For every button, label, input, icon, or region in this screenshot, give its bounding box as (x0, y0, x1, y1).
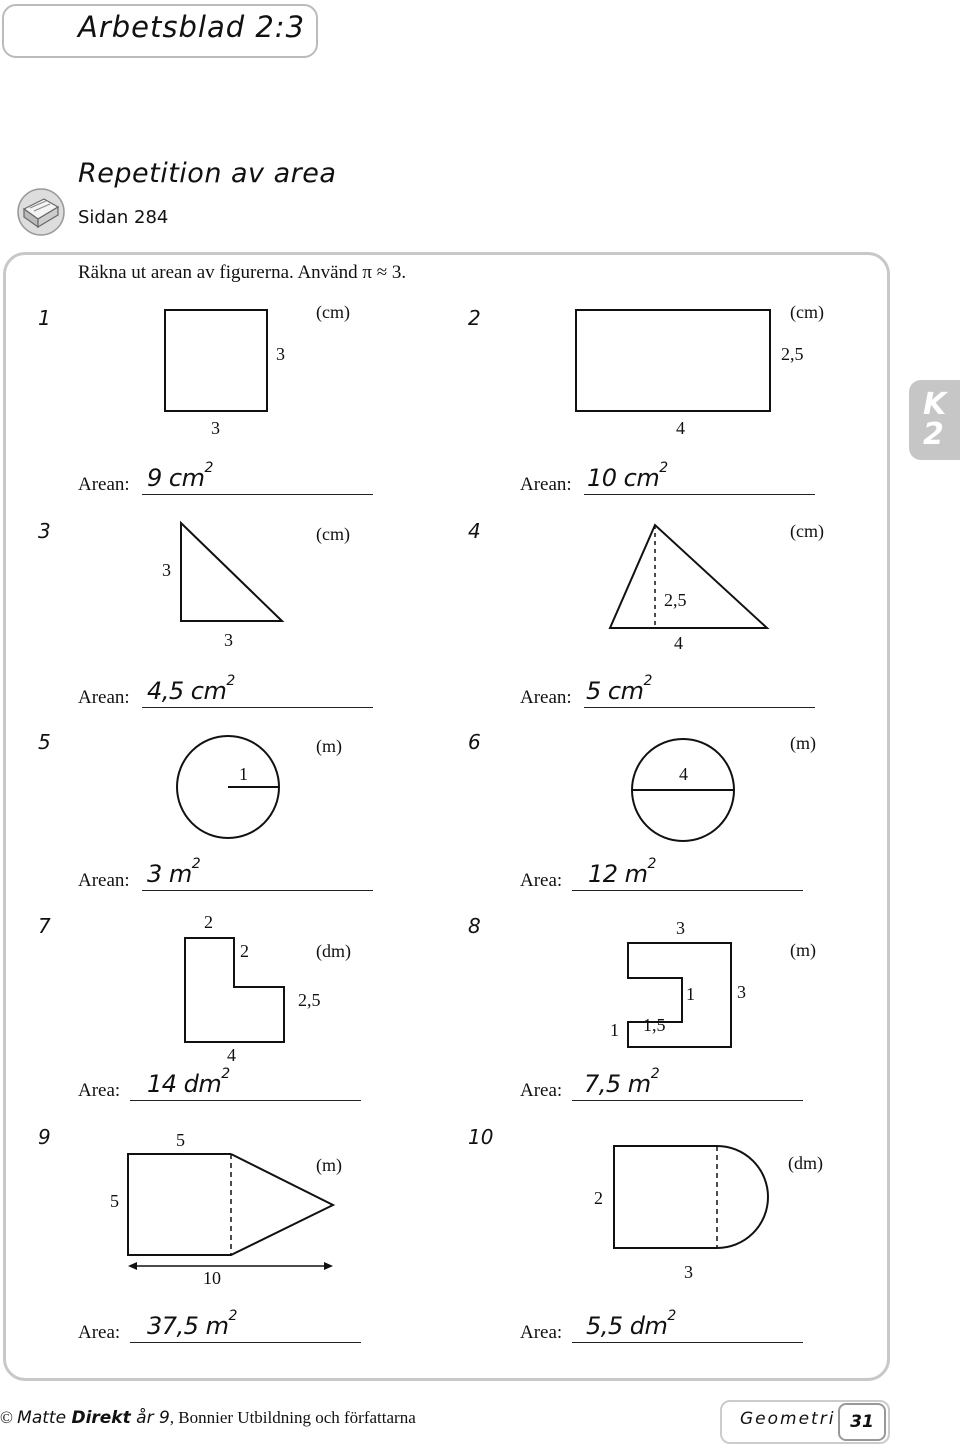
problem-4-answer: 5 $cm^2$ (586, 673, 652, 705)
problem-7-unit: (dm) (316, 941, 351, 961)
page-reference: Sidan 284 (78, 207, 169, 228)
problem-5-number: 5 (38, 730, 51, 754)
problem-9-answer-line (130, 1342, 361, 1343)
chapter-tab-number: 2 (923, 417, 944, 452)
problem-8-notch-label: 1 (686, 984, 695, 1004)
problem-7-answer-line (130, 1100, 361, 1101)
problem-10-answer-line (572, 1342, 803, 1343)
problem-3-area-label: Arean: (78, 687, 130, 708)
problem-5-unit: (m) (316, 736, 342, 756)
problem-10-answer: 5,5 $dm^2$ (586, 1308, 676, 1340)
problem-9-answer: 37,5 $m^2$ (147, 1308, 237, 1340)
problem-7-number: 7 (38, 914, 51, 938)
problem-9-side-label: 5 (110, 1191, 119, 1211)
problem-8-answer: 7,5 $m^2$ (584, 1066, 660, 1098)
problem-4-unit: (cm) (790, 521, 824, 541)
problem-1-side-label: 3 (276, 344, 285, 364)
problem-10-number: 10 (468, 1125, 494, 1149)
section-title: Repetition av area (78, 158, 337, 189)
problem-6-number: 6 (468, 730, 481, 754)
problem-1-area-label: Arean: (78, 474, 130, 495)
copyright-symbol: © (0, 1408, 13, 1427)
problem-2-side-label: 2,5 (781, 344, 804, 364)
problem-3-unit: (cm) (316, 524, 350, 544)
problem-2-base-label: 4 (676, 418, 685, 438)
problem-6-diameter-label: 4 (679, 764, 688, 784)
problem-3-answer-line (142, 707, 373, 708)
problem-2-answer-line (584, 494, 815, 495)
problem-7-step-label: 2 (240, 941, 249, 961)
problem-8-height-label: 3 (737, 982, 746, 1002)
problem-7-top-label: 2 (204, 912, 213, 932)
problem-9-number: 9 (38, 1125, 51, 1149)
chapter-tab (909, 380, 960, 460)
problem-8-unit: (m) (790, 940, 816, 960)
problem-3-answer: 4,5 $cm^2$ (147, 673, 235, 705)
problem-1-answer: 9 $cm^2$ (147, 460, 213, 492)
footer-credit (0, 1408, 416, 1428)
problem-1-answer-line (142, 494, 373, 495)
problem-2-unit: (cm) (790, 302, 824, 322)
problem-10-area-label: Area: (520, 1322, 563, 1343)
problem-8-lower-label: 1 (610, 1020, 619, 1040)
problem-1-number: 1 (38, 306, 51, 330)
problem-5-area-label: Arean: (78, 870, 130, 891)
problem-8-top-label: 3 (676, 918, 685, 938)
problem-5-radius-label: 1 (239, 764, 248, 784)
footer-section-name: Geometri (740, 1409, 836, 1429)
problem-8-width-label: 1,5 (643, 1015, 666, 1035)
book-icon (16, 187, 66, 237)
problem-7-answer: 14 $dm^2$ (147, 1066, 230, 1098)
problem-2-number: 2 (468, 306, 481, 330)
chapter-tab-letter: K (923, 387, 947, 422)
problem-4-height-label: 2,5 (664, 590, 687, 610)
problem-1-unit: (cm) (316, 302, 350, 322)
problem-7-area-label: Area: (78, 1080, 121, 1101)
problem-8-number: 8 (468, 914, 481, 938)
problem-9-unit: (m) (316, 1155, 342, 1175)
problem-7-height-label: 4 (227, 1045, 236, 1065)
book-brand: Matte Direkt år 9 (17, 1408, 170, 1428)
problem-2-area-label: Arean: (520, 474, 572, 495)
problem-10-unit: (dm) (788, 1153, 823, 1173)
sheet-title: Arbetsblad 2:3 (78, 10, 306, 44)
exercise-panel (3, 252, 890, 1381)
problem-5-answer: 3 $m^2$ (147, 856, 201, 888)
problem-4-number: 4 (468, 519, 481, 543)
problem-9-width-label: 10 (203, 1268, 221, 1288)
problem-7-right-label: 2,5 (298, 990, 321, 1010)
instruction-text: Räkna ut arean av figurerna. Använd π ≈ 3. (78, 262, 407, 283)
problem-8-answer-line (572, 1100, 803, 1101)
problem-4-base-label: 4 (674, 633, 683, 653)
problem-1-base-label: 3 (211, 418, 220, 438)
problem-3-number: 3 (38, 519, 51, 543)
problem-5-answer-line (142, 890, 373, 891)
problem-10-width-label: 3 (684, 1262, 693, 1282)
problem-4-answer-line (584, 707, 815, 708)
problem-6-area-label: Area: (520, 870, 563, 891)
problem-9-top-label: 5 (176, 1130, 185, 1150)
problem-6-answer-line (572, 890, 803, 891)
problem-2-answer: 10 $cm^2$ (587, 460, 668, 492)
publisher-text: , Bonnier Utbildning och författarna (169, 1408, 416, 1427)
problem-4-area-label: Arean: (520, 687, 572, 708)
problem-6-answer: 12 $m^2$ (588, 856, 656, 888)
problem-6-unit: (m) (790, 733, 816, 753)
problem-3-height-label: 3 (162, 560, 171, 580)
page-number: 31 (838, 1403, 886, 1441)
problem-3-base-label: 3 (224, 630, 233, 650)
problem-9-area-label: Area: (78, 1322, 121, 1343)
problem-10-side-label: 2 (594, 1188, 603, 1208)
problem-8-area-label: Area: (520, 1080, 563, 1101)
